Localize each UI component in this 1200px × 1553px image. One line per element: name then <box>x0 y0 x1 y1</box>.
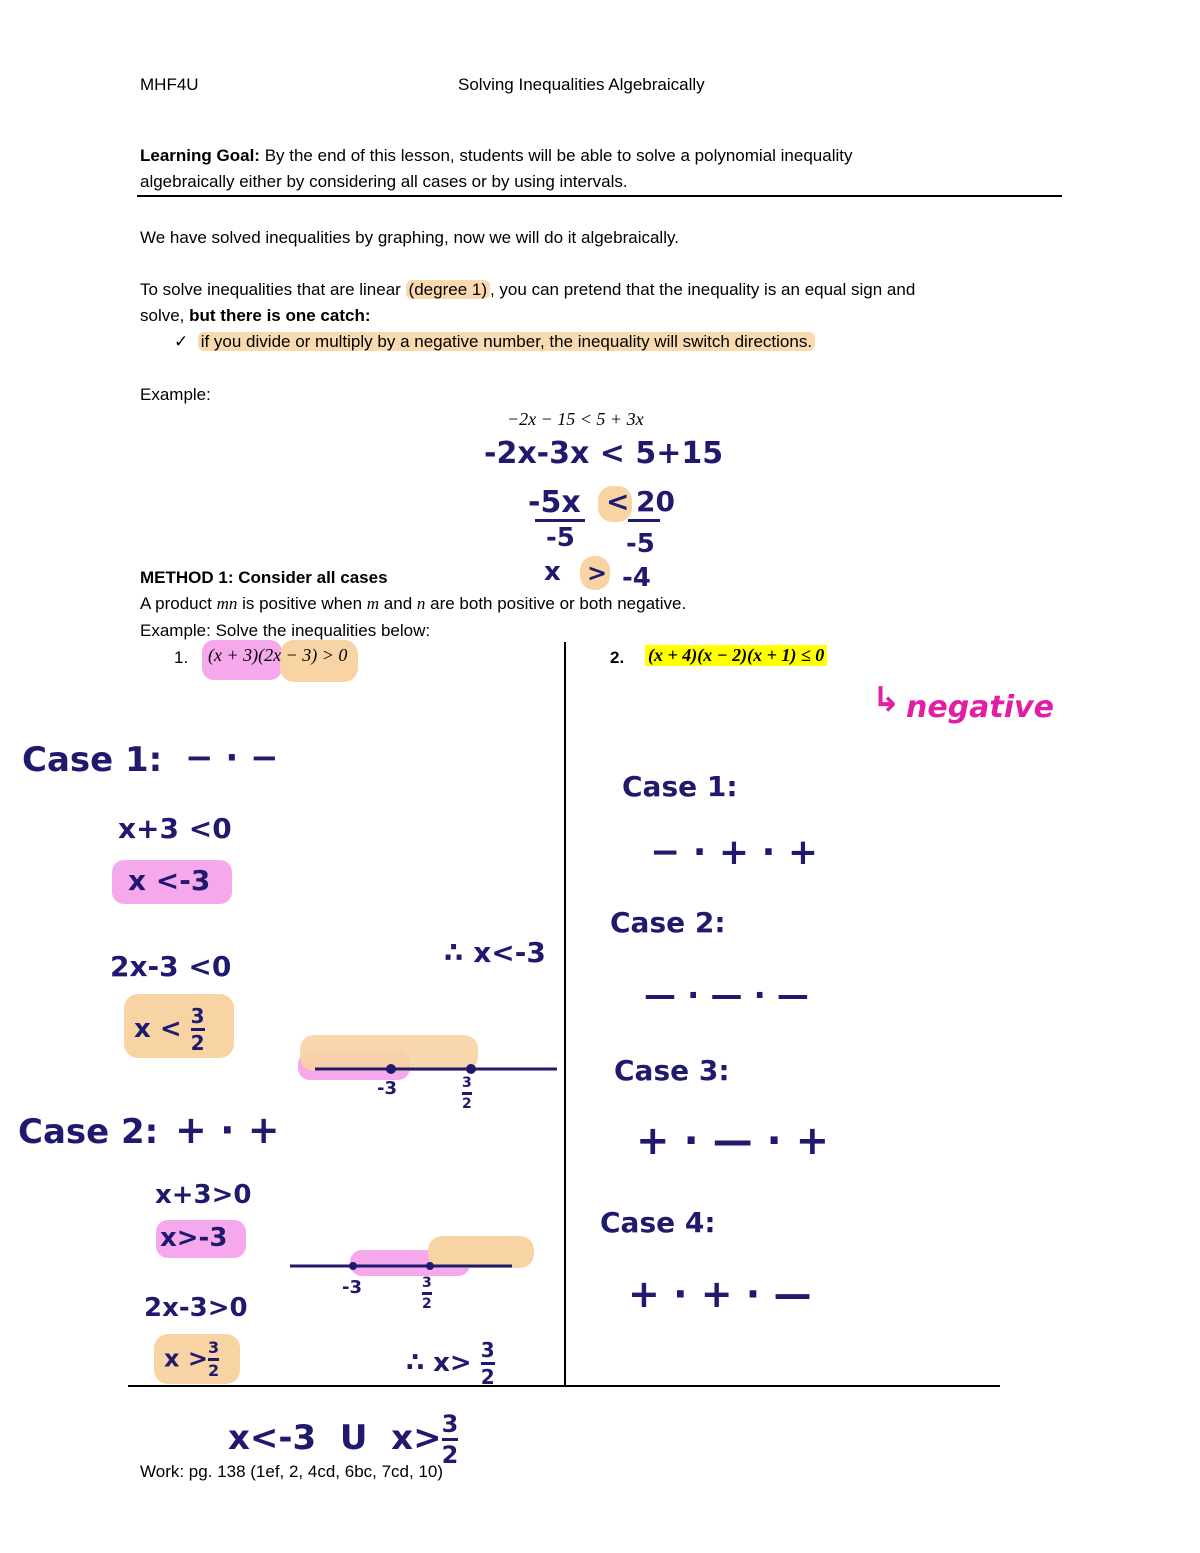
page-title: Solving Inequalities Algebraically <box>458 75 705 94</box>
p2-case4-signs: + · + · — <box>628 1272 812 1316</box>
learning-goal-line2: algebraically either by considering all cases or by using intervals. <box>140 172 628 191</box>
p1-case1-signs: − · − <box>185 738 279 778</box>
p2-case3-title: Case 3: <box>614 1054 730 1087</box>
p1-case1-point-a <box>386 1064 396 1074</box>
p1-case2-ineq2: 2x-3>0 <box>144 1293 248 1323</box>
example-equation: −2x − 15 < 5 + 3x <box>507 409 644 429</box>
p1-case2-ineq1: x+3>0 <box>155 1180 252 1210</box>
p1-case2-point-b <box>426 1262 434 1270</box>
hw-step1: -2x-3x < 5+15 <box>484 436 724 471</box>
work-assignment: Work: pg. 138 (1ef, 2, 4cd, 6bc, 7cd, 10) <box>140 1462 444 1481</box>
hw-ans-x: x <box>544 557 561 587</box>
p1-case1-therefore: ∴ x<-3 <box>444 936 546 969</box>
linear-line1: To solve inequalities that are linear (degree 1) , you can pretend that the inequality is an equal sign and <box>140 280 916 299</box>
p1-case1-tick-b: $\frac{3}{2}$ <box>462 1075 472 1112</box>
hw-step2-sign: < <box>606 485 630 518</box>
problem2-number: 2. <box>610 648 625 667</box>
p1-case1-sol2: x < $\frac{3}{2}$ <box>134 1004 205 1055</box>
p1-case2-therefore: ∴ x> $\frac{3}{2}$ <box>406 1338 495 1389</box>
hw-den-right: -5 <box>626 529 655 559</box>
hw-den-left: -5 <box>546 523 575 553</box>
example-label: Example: <box>140 385 211 404</box>
learning-goal-label: Learning Goal: <box>140 146 260 165</box>
degree-highlight: (degree 1) <box>406 280 490 299</box>
p1-case1-sol1: x <-3 <box>128 864 211 897</box>
hw-step2-lhs: -5x <box>528 485 581 520</box>
problem1-expression: (x + 3)(2x − 3) > 0 <box>208 645 348 665</box>
p1-case2-sol1: x>-3 <box>160 1223 228 1253</box>
p2-case4-title: Case 4: <box>600 1206 716 1239</box>
p2-case2-signs: — · — · — <box>644 976 809 1014</box>
p1-case1-ineq1: x+3 <0 <box>118 812 232 845</box>
method1-heading: METHOD 1: Consider all cases <box>140 568 388 587</box>
p1-case2-signs: + · + <box>175 1108 280 1152</box>
note-arrow-icon: ↳ <box>872 680 901 720</box>
p2-case1-signs: − · + · + <box>650 832 818 873</box>
checkmark-icon: ✓ <box>174 332 189 351</box>
p1-case2-tick-a: -3 <box>342 1277 362 1298</box>
p1-case1-title: Case 1: <box>22 740 163 780</box>
p2-case2-title: Case 2: <box>610 906 726 939</box>
tip-highlight: if you divide or multiply by a negative number, the inequality will switch directions. <box>198 332 815 351</box>
p1-case2-tick-b: $\frac{3}{2}$ <box>422 1275 432 1312</box>
p1-case2-point-a <box>349 1262 357 1270</box>
method1-example: Example: Solve the inequalities below: <box>140 621 431 640</box>
problem1-number: 1. <box>174 648 189 667</box>
hw-ans-val: -4 <box>622 563 651 593</box>
linear-line2: solve, but there is one catch: <box>140 306 371 325</box>
p1-case1-point-b <box>466 1064 476 1074</box>
p1-final-answer: x<-3 U x> $\frac{3}{2}$ <box>228 1410 459 1469</box>
intro-text: We have solved inequalities by graphing, now we will do it algebraically. <box>140 228 679 247</box>
p1-case1-ineq2: 2x-3 <0 <box>110 950 232 983</box>
p2-case3-signs: + · — · + <box>636 1118 830 1164</box>
p2-case1-title: Case 1: <box>622 770 738 803</box>
p1-case2-title: Case 2: <box>18 1112 159 1152</box>
method1-product: A product mn is positive when m and n are both positive or both negative. <box>140 594 687 613</box>
learning-goal-line1: Learning Goal: By the end of this lesson, students will be able to solve a polynomial inequality <box>140 146 853 165</box>
p1-case1-tick-a: -3 <box>377 1078 397 1099</box>
hw-step2-rhs: 20 <box>636 485 675 518</box>
course-code: MHF4U <box>140 75 199 94</box>
hw-ans-sign: > <box>587 559 608 587</box>
note-negative: negative <box>906 690 1054 725</box>
p1-case2-sol2: x > $\frac{3}{2}$ <box>164 1338 220 1380</box>
problem2-expression: (x + 4)(x − 2)(x + 1) ≤ 0 <box>645 645 827 666</box>
